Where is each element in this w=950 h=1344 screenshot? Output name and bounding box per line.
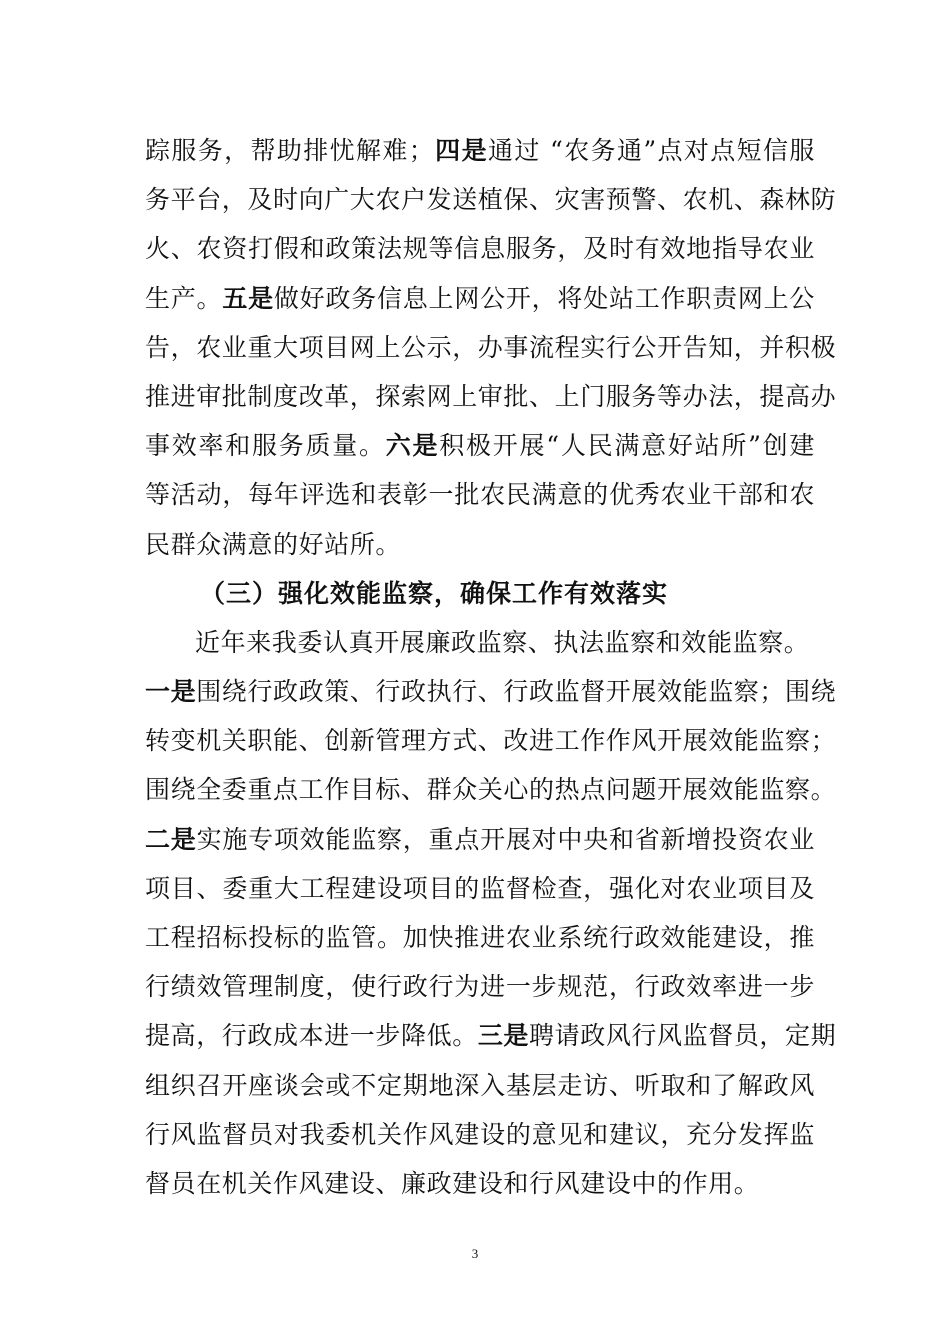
text-line: 组织召开座谈会或不定期地深入基层走访、听取和了解政风 (145, 1070, 815, 1100)
text-line: 务平台，及时向广大农户发送植保、灾害预警、农机、森林防 (145, 185, 837, 215)
text-line: 项目、委重大工程建设项目的监督检查，强化对农业项目及 (145, 873, 815, 903)
text-line: 推进审批制度改革，探索网上审批、上门服务等办法，提高办 (145, 381, 837, 411)
text-line: 督员在机关作风建设、廉政建设和行风建设中的作用。 (145, 1168, 760, 1198)
text-line: 火、农资打假和政策法规等信息服务，及时有效地指导农业 (145, 234, 815, 264)
document-body (145, 126, 837, 1208)
text-line: 二是实施专项效能监察，重点开展对中央和省新增投资农业 (145, 824, 816, 854)
text-line: 一是围绕行政政策、行政执行、行政监督开展效能监察；围绕 (145, 677, 837, 707)
text-line: 行风监督员对我委机关作风建设的意见和建议，充分发挥监 (145, 1119, 815, 1149)
text-line: 生产。五是做好政务信息上网公开，将处站工作职责网上公 (145, 283, 815, 313)
text-line: 围绕全委重点工作目标、群众关心的热点问题开展效能监察。 (145, 775, 837, 805)
page-number: 3 (471, 1246, 479, 1261)
text-line: 事效率和服务质量。六是积极开展“人民满意好站所”创建 (145, 431, 815, 461)
section-heading: （三）强化效能监察，确保工作有效落实 (200, 578, 669, 608)
text-line: 踪服务，帮助排忧解难；四是通过 “农务通”点对点短信服 (145, 136, 815, 165)
text-line: 行绩效管理制度，使行政行为进一步规范，行政效率进一步 (145, 972, 815, 1002)
paragraph-supervision (145, 618, 837, 1208)
text-line: 提高，行政成本进一步降低。三是聘请政风行风监督员，定期 (145, 1021, 837, 1051)
text-line: 工程招标投标的监管。加快推进农业系统行政效能建设，推 (145, 923, 815, 952)
text-line: 近年来我委认真开展廉政监察、执法监察和效能监察。 (195, 627, 810, 657)
paragraph-services (145, 126, 837, 569)
text-line: 转变机关职能、创新管理方式、改进工作作风开展效能监察； (145, 726, 837, 756)
text-line: 告，农业重大项目网上公示，办事流程实行公开告知，并积极 (145, 332, 837, 362)
text-line: 等活动，每年评选和表彰一批农民满意的优秀农业干部和农 (145, 480, 815, 510)
text-line: 民群众满意的好站所。 (145, 529, 402, 559)
